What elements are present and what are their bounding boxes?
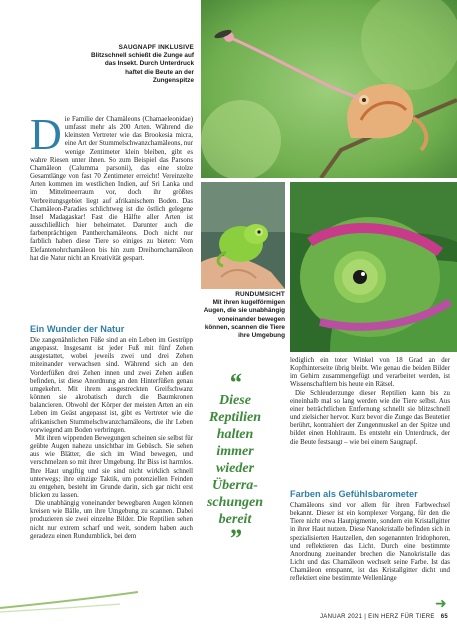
right-column-body [290,357,450,447]
paragraph: Die Schleuderzunge dieser Reptilien kann bis zu eineinhalb mal so lang werden wie die Tiere selbst. Aus einer beträchtlichen Entfernung schnellt sie blitzschnell und zielsicher hervor. Kurz bevor die Zunge das Beutetier berührt, kontrahiert der Zungenmuskel an der Spitze und bildet einen Hohlraum. Es entsteht ein Unterdruck, der die Beute festsaugt – wie bei einem Saugnapf. [290,389,450,446]
caption-text: Mit ihren kugelförmigen Augen, die sie unabhängig voneinander bewegen können, scannen die Tiere ihre Umgebung [203,299,285,340]
caption-mid [201,291,285,340]
pull-quote [199,368,271,553]
section-heading-wunder: Ein Wunder der Natur [30,324,125,334]
paragraph: lediglich ein toter Winkel von 18 Grad an der Kopfhinterseite übrig bleibt. Wie genau die beiden Bilder im Gehirn zusammengefügt und verarbeitet werden, ist Wissenschaftlern bis heute ein Rätsel. [290,357,450,389]
intro-text: ie Familie der Chamäleons (Chamaeleonidae) umfasst mehr als 200 Arten. Während die kleinsten Vertreter wie das Brookesia micra, eine Art der Stummelschwanzchamäleons, nur wenige Zentimeter klein bleiben, gibt es wahre Riesen unter ihnen. So zum Beispiel das Parsons Chamäleon (Calumma parsonii), das eine stolze Gesamtlänge von fast 70 Zentimeter erreicht! Vereinzelte Arten kommen im westlichen Indien, auf Sri Lanka und im Mittelmeerraum vor, doch ihr größtes Verbreitungsgebiet liegt auf afrikanischem Boden. Das Chamäleon-Paradies schlichtweg ist die östlich gelegene Insel Madagaskar! Fast die Hälfte aller Arten ist ausschließlich hier beheimatet. Darunter auch die farbenprächtigen Pantherchamäleons. Doch nicht nur farblich haben diese Tiere so einiges zu bieten: Vom Elefantenohrchamäleon bis hin zum Dreihornchamäleon hat die Natur nicht an Kreativität gespart. [30,116,193,262]
photo-chameleon-on-finger [201,182,285,289]
paragraph: Die zangenähnlichen Füße sind an ein Leben im Gestrüpp angepasst. Insgesamt ist jeder Fuß mit fünf Zehen ausgestattet, wobei jeweils zwei und drei Zehen miteinander verwachsen sind. Während sich an den Vorderfüßen drei Zehen innen und zwei Zehen außen befinden, ist diese Anordnung an den Hinterfüßen genau umgekehrt. Mit ihrem ausgestreckten Greifschwanz können sie akrobatisch durch die Baumkronen balancieren. Obwohl der Körper der meisten Arten an ein Leben im Geäst angepasst ist, gibt es Vertreter wie die afrikanischen Stummelschwanzchamäleons, die ihr Leben vorwiegend am Boden verbringen. [30,337,193,434]
caption-label: SAUGNAPF INKLUSIVE [118,44,194,51]
eye-closeup-illustration [290,182,457,352]
quote-line: halten [216,427,254,442]
quote-line: schungen [206,495,264,510]
quote-close-mark: ” [228,524,242,553]
quote-line: bereit [218,512,252,527]
intro-paragraph [30,110,193,263]
paragraph: Chamäleons sind vor allem für ihren Farbwechsel bekannt. Dieser ist ein komplexer Vorgang, für den die Tiere nicht etwa Hautpigmente, sondern ein Kristallgitter in ihrer Haut nutzen. Diese Nanokristalle befinden sich in spezialisierten Hautzellen, den sogenannten Iridophoren, und reflektieren das Licht. Durch eine bestimmte Anordnung zueinander brechen die Nanokristalle das Licht und das Chamäleon wechselt seine Farbe. Ist das Chamäleon entspannt, ist das Kristallgitter dicht und reflektiert eine bestimmte Wellenlänge [290,502,450,583]
quote-open-mark: “ [228,368,242,397]
section1-body [30,337,193,541]
page-number: 65 [440,614,448,620]
caption-label: RUNDUMSICHT [235,291,285,298]
right-column-body-2 [290,502,450,584]
caption-text: Blitzschnell schießt die Zunge auf das Insekt. Durch Unterdruck haftet die Beute an der Zungenspitze [91,52,194,84]
section-heading-farben: Farben als Gefühlsbarometer [290,489,418,499]
dropcap: D [30,110,62,159]
footer-text: JANUAR 2021 | EIN HERZ FÜR TIERE [320,614,435,620]
paragraph: Die unabhängig voneinander bewegbaren Augen können kreisen wie Bälle, um ihre Umgebung zu scannen. Dabei produzieren sie zwei einzelne Bilder. Die Reptilien sehen nicht nur extrem scharf und weit, sondern haben auch geradezu einen Rundumblick, bei dem [30,500,193,540]
branch-decoration [0,560,140,628]
quote-line: wieder [215,461,255,476]
quote-line: Diese [219,393,251,408]
paragraph: Mit ihren wippenden Bewegungen scheinen sie selbst für geübte Augen nahezu unsichtbar im Gebüsch. Sie sehen aus wie Blätter, die sich im Wind bewegen, und verschmelzen so mit ihrer Umgebung. Ihr Biss ist harmlos. Ihre Haut ungiftig und sie sind nicht wirklich schnell unterwegs; ihre einzige Taktik, um potenziellen Feinden zu entgehen, besteht im Grunde darin, sich gar nicht erst blicken zu lassen. [30,434,193,499]
photo-chameleon-catching-insect [201,0,457,178]
chameleon-tongue-illustration [201,0,457,178]
caption-top [86,44,194,85]
finger-chameleon-illustration [201,182,285,289]
quote-line: Überra- [212,478,258,493]
quote-line: Reptilien [208,410,262,425]
continue-arrow-icon: ➜ [435,596,447,612]
photo-chameleon-eye [290,182,457,352]
quote-line: immer [216,444,254,459]
footer [320,614,448,620]
